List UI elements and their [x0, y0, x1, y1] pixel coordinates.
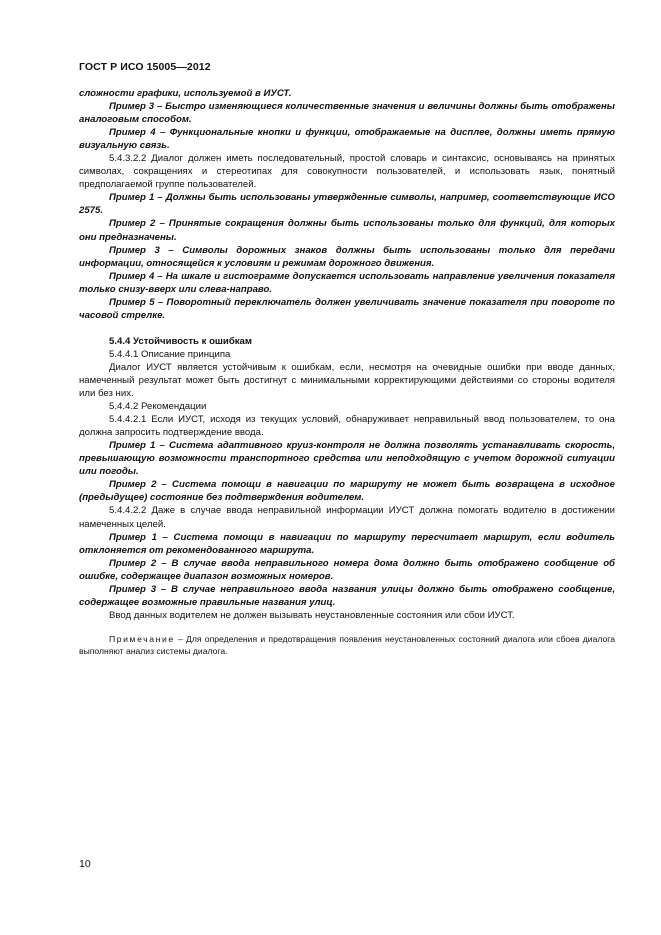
section-heading: 5.4.4 Устойчивость к ошибкам: [109, 335, 252, 347]
clause-paragraph: 5.4.3.2.2 Диалог должен иметь последовательный, простой словарь и синтаксис, основываясь на принятых символах, сокращениях и стереотипах для совокупности пользователей, и использовать язык, понятный предполагаемой группе пользователей.: [79, 153, 615, 191]
note-text: – Для определения и предотвращения появления неустановленных состояний диалога или сбоев диалога выполняют анализ системы диалога.: [79, 633, 615, 656]
clause-paragraph: Диалог ИУСТ является устойчивым к ошибкам, если, несмотря на очевидные ошибки при вводе данных, намеченный результат может быть достигнут с минимальными корректирующими действиями со стороны водителя или без них.: [79, 361, 615, 400]
note-paragraph: [79, 634, 615, 658]
clause-paragraph: 5.4.4.2.2 Даже в случае ввода неправильной информации ИУСТ должна помогать водителю в достижении намеченных целей.: [79, 505, 615, 530]
example-paragraph: Пример 3 – Символы дорожных знаков должны быть использованы только для передачи информации, относящейся к условиям и режимам дорожного движения.: [79, 244, 615, 269]
example-paragraph: Пример 2 – В случае ввода неправильного номера дома должно быть отображено сообщение об ошибке, содержащее диапазон возможных номеров.: [79, 557, 615, 582]
subsection-heading: 5.4.4.2 Рекомендации: [109, 401, 207, 413]
example-paragraph: Пример 4 – На шкале и гистограмме допускается использовать направление увеличения показателя только снизу-вверх или слева-направо.: [79, 270, 615, 295]
example-paragraph: Пример 4 – Функциональные кнопки и функции, отображаемые на дисплее, должны иметь прямую визуальную связь.: [79, 127, 615, 152]
clause-paragraph: 5.4.4.2.1 Если ИУСТ, исходя из текущих условий, обнаруживает неправильный ввод пользователем, то она должна запросить подтверждение ввода.: [79, 414, 615, 439]
example-paragraph: Пример 3 – В случае неправильного ввода названия улицы должно быть отображено сообщение, содержащее возможные правильные названия улиц.: [79, 583, 615, 608]
example-paragraph: Пример 1 – Система адаптивного круиз-контроля не должна позволять устанавливать скорость, превышающую возможности транспортного средства или неподходящую с учетом дорожной ситуации или погоды.: [79, 440, 615, 478]
document-header: ГОСТ Р ИСО 15005—2012: [79, 61, 211, 73]
note-label: Примечание: [109, 633, 175, 644]
example-paragraph: Пример 3 – Быстро изменяющиеся количественные значения и величины должны быть отображены аналоговым способом.: [79, 101, 615, 126]
example-paragraph: Пример 2 – Принятые сокращения должны быть использованы только для функций, для которых они предназначены.: [79, 218, 615, 243]
paragraph-continuation: сложности графики, используемой в ИУСТ.: [79, 88, 292, 99]
document-body: [79, 87, 615, 657]
example-paragraph: Пример 1 – Должны быть использованы утвержденные символы, например, соответствующие ИСО 2575.: [79, 192, 615, 217]
subsection-heading: 5.4.4.1 Описание принципа: [109, 348, 231, 360]
clause-paragraph: Ввод данных водителем не должен вызывать неустановленные состояния или сбои ИУСТ.: [109, 609, 515, 621]
example-paragraph: Пример 2 – Система помощи в навигации по маршруту не может быть возвращена в исходное (предыдущее) состояние без подтверждения водителем.: [79, 479, 615, 504]
example-paragraph: Пример 1 – Система помощи в навигации по маршруту пересчитает маршрут, если водитель отклоняется от рекомендованного маршрута.: [79, 531, 615, 556]
page-number: 10: [79, 858, 91, 870]
example-paragraph: Пример 5 – Поворотный переключатель должен увеличивать значение показателя при повороте по часовой стрелке.: [79, 296, 615, 321]
